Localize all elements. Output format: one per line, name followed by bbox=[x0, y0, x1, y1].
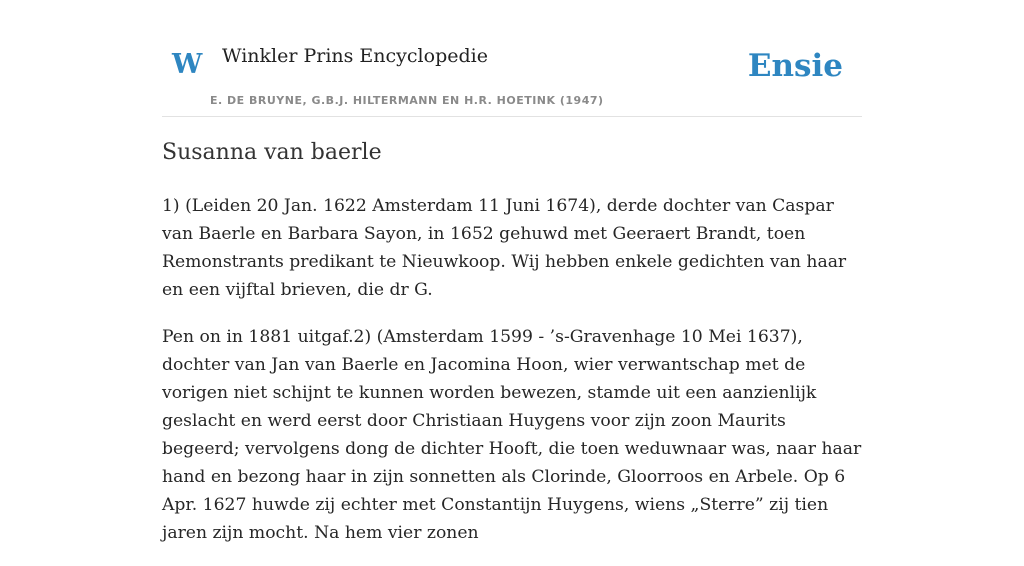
article-paragraph: Pen on in 1881 uitgaf.2) (Amsterdam 1599 - ’s-Gravenhage 10 Mei 1637), dochter van Jan van Baerle en Jacomina Hoon, wier verwantschap met de vorigen niet schijnt te kunnen worden bewezen, stamde uit een aanzienlijk geslacht en werd eerst door Christiaan Huygens voor zijn zoon Maurits begeerd; vervolgens dong de dichter Hooft, die toen weduwnaar was, naar haar hand en bezong haar in zijn sonnetten als Clorinde, Gloorroos en Arbele. Op 6 Apr. 1627 huwde zij echter met Constantijn Huygens, wiens „Sterre” zij tien jaren zijn mocht. Na hem vier zonen bbox=[162, 327, 862, 543]
source-header bbox=[162, 0, 862, 117]
source-title-link[interactable]: Winkler Prins Encyclopedie bbox=[222, 45, 488, 67]
source-logo: W bbox=[172, 49, 203, 80]
source-authors: E. DE BRUYNE, G.B.J. HILTERMANN EN H.R. HOETINK (1947) bbox=[210, 94, 604, 107]
article-title: Susanna van baerle bbox=[162, 140, 382, 165]
article-paragraph: 1) (Leiden 20 Jan. 1622 Amsterdam 11 Juni 1674), derde dochter van Caspar van Baerle en Barbara Sayon, in 1652 gehuwd met Geeraert Brandt, toen Remonstrants predikant te Nieuwkoop. Wij hebben enkele gedichten van haar en een vijftal brieven, die dr G. bbox=[162, 196, 847, 300]
article-body bbox=[162, 192, 862, 566]
brand-logo-link[interactable]: Ensie bbox=[747, 48, 843, 84]
